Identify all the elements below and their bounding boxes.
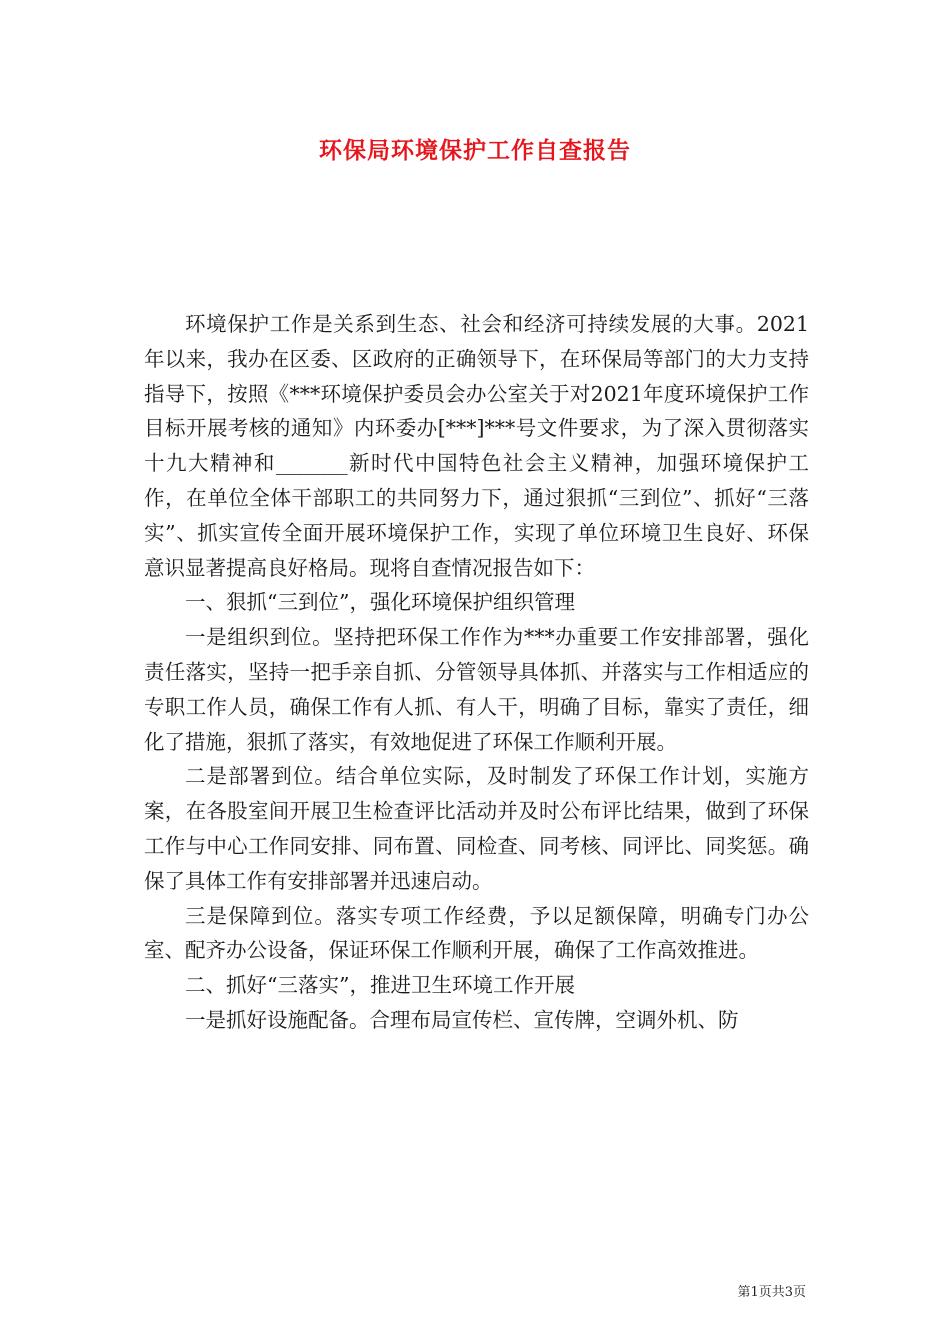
paragraph-guarantee: 三是保障到位。落实专项工作经费，予以足额保障，明确专门办公室、配齐办公设备，保证环保工作顺利开展，确保了工作高效推进。 bbox=[144, 903, 809, 963]
section-heading-2: 二、抓好“三落实”，推进卫生环境工作开展 bbox=[185, 973, 575, 998]
page-number: 第1页共3页 bbox=[737, 1285, 806, 1300]
paragraph-intro: 环境保护工作是关系到生态、社会和经济可持续发展的大事。2021年以来，我办在区委、区政府的正确领导下，在环保局等部门的大力支持指导下，按照《***环境保护委员会办公室关于对2021年度环境保护工作目标开展考核的通知》内环委办[***]***号文件要求，为了深入贯彻落实十九大精神和_______新时代中国特色社会主义精神，加强环境保护工作，在单位全体干部职工的共同努力下，通过狠抓“三到位”、抓好“三落实”、抓实宣传全面开展环境保护工作，实现了单位环境卫生良好、环保意识显著提高良好格局。现将自查情况报告如下： bbox=[144, 312, 809, 580]
paragraph-organization: 一是组织到位。坚持把环保工作作为***办重要工作安排部署，强化责任落实，坚持一把手亲自抓、分管领导具体抓、并落实与工作相适应的专职工作人员，确保工作有人抓、有人干，明确了目标，靠实了责任，细化了措施，狠抓了落实，有效地促进了环保工作顺利开展。 bbox=[144, 625, 809, 754]
document-body bbox=[144, 307, 809, 1038]
section-heading-1: 一、狠抓“三到位”，强化环境保护组织管理 bbox=[185, 590, 575, 615]
paragraph-facilities: 一是抓好设施配备。合理布局宣传栏、宣传牌，空调外机、防 bbox=[185, 1007, 739, 1032]
document-title: 环保局环境保护工作自查报告 bbox=[319, 137, 631, 164]
paragraph-deployment: 二是部署到位。结合单位实际，及时制发了环保工作计划，实施方案，在各股室间开展卫生检查评比活动并及时公布评比结果，做到了环保工作与中心工作同安排、同布置、同检查、同考核、同评比、同奖惩。确保了具体工作有安排部署并迅速启动。 bbox=[144, 764, 809, 893]
